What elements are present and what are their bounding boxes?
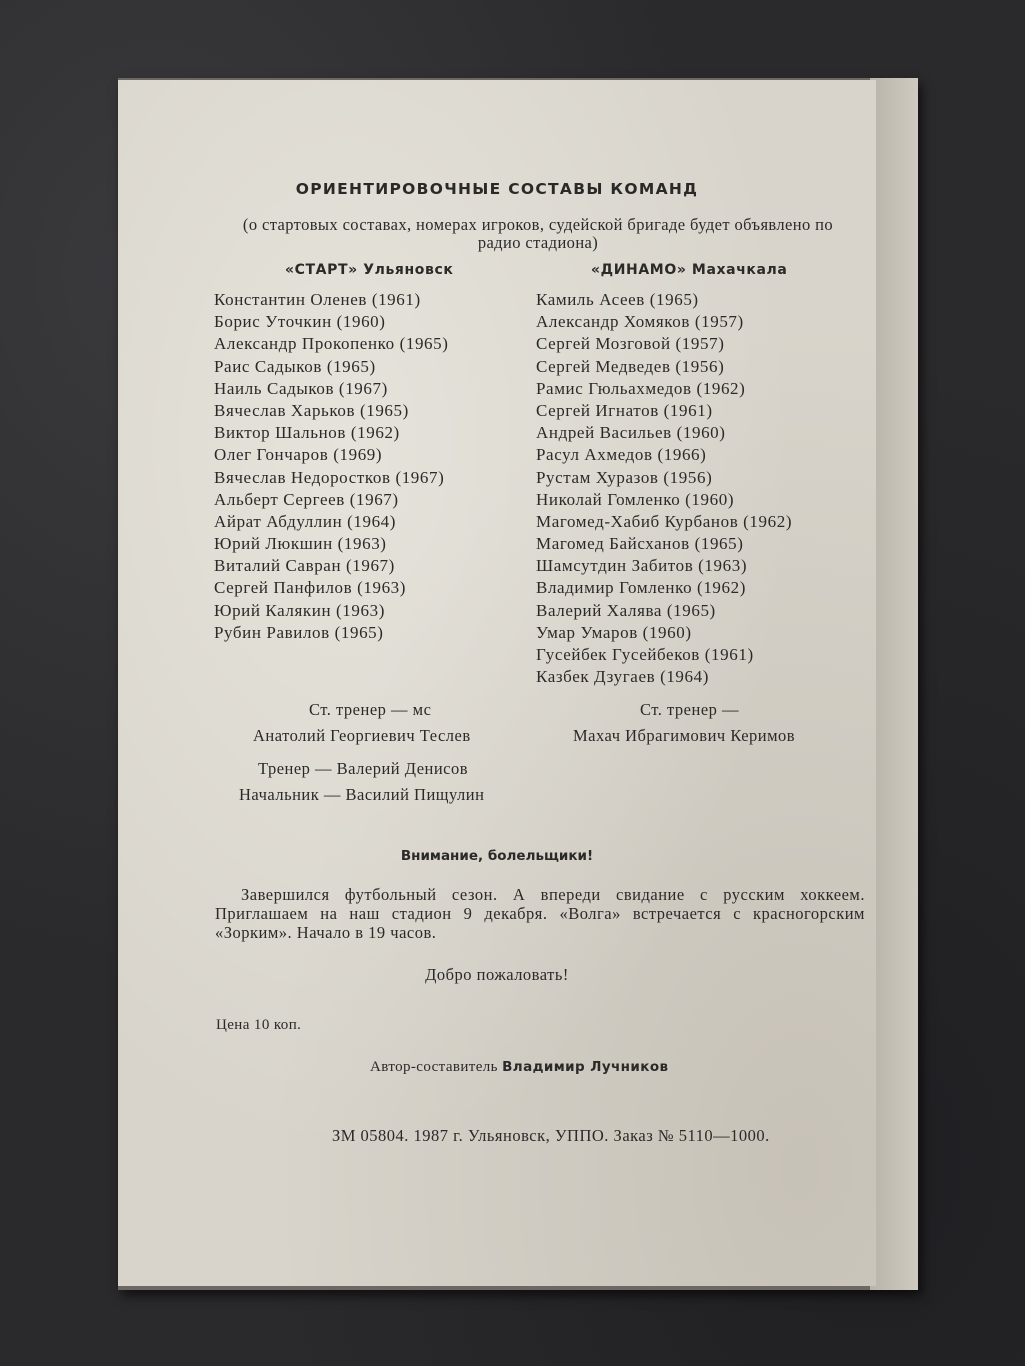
- player-item: Шамсутдин Забитов (1963): [536, 556, 748, 576]
- player-item: Борис Уточкин (1960): [214, 312, 386, 332]
- player-item: Вячеслав Недоростков (1967): [214, 467, 445, 487]
- player-item: Магомед Байсханов (1965): [536, 534, 744, 554]
- author-label: Автор-составитель: [370, 1059, 498, 1075]
- player-item: Юрий Калякин (1963): [214, 600, 385, 620]
- player-item: Олег Гончаров (1969): [214, 445, 383, 465]
- player-item: Юрий Люкшин (1963): [214, 534, 387, 554]
- player-item: Умар Умаров (1960): [536, 622, 692, 642]
- page-title: ОРИЕНТИРОВОЧНЫЕ СОСТАВЫ КОМАНД: [295, 180, 699, 198]
- author-name: Владимир Лучников: [502, 1059, 669, 1075]
- left-head-coach-label: Ст. тренер — мс: [309, 700, 432, 719]
- player-item: Николай Гомленко (1960): [536, 489, 735, 509]
- player-item: Валерий Халява (1965): [536, 600, 716, 620]
- player-item: Андрей Васильев (1960): [536, 423, 726, 443]
- left-coach: Тренер — Валерий Денисов: [258, 759, 469, 778]
- player-item: Виталий Савран (1967): [214, 556, 395, 576]
- player-item: Рустам Хуразов (1956): [536, 467, 713, 487]
- player-item: Гусейбек Гусейбеков (1961): [536, 645, 754, 664]
- left-head-coach-name: Анатолий Георгиевич Теслев: [253, 726, 471, 745]
- player-item: Айрат Абдуллин (1964): [214, 511, 397, 531]
- team-right-name: «ДИНАМО» Махачкала: [591, 262, 788, 278]
- player-item: Владимир Гомленко (1962): [536, 578, 746, 598]
- notice-title: Внимание, болельщики!: [400, 848, 594, 864]
- player-item: Виктор Шальнов (1962): [214, 423, 400, 443]
- page-subtitle: (о стартовых составах, номерах игроков, судейской бригаде будет объявлено по радио стадиона): [242, 215, 834, 252]
- player-item: Сергей Медведев (1956): [536, 356, 725, 376]
- player-item: Рубин Равилов (1965): [214, 622, 384, 642]
- player-item: Расул Ахмедов (1966): [536, 445, 707, 465]
- player-item: Сергей Мозговой (1957): [536, 334, 725, 354]
- left-chief: Начальник — Василий Пищулин: [239, 785, 485, 804]
- player-item: Константин Оленев (1961): [214, 290, 421, 309]
- player-item: Раис Садыков (1965): [214, 356, 376, 376]
- player-item: Александр Хомяков (1957): [536, 312, 744, 332]
- player-item: Магомед-Хабиб Курбанов (1962): [536, 511, 793, 531]
- right-head-coach-label: Ст. тренер —: [640, 700, 740, 719]
- right-head-coach-name: Махач Ибрагимович Керимов: [573, 726, 796, 745]
- imprint-line: ЗМ 05804. 1987 г. Ульяновск, УППО. Заказ № 5110—1000.: [332, 1126, 770, 1145]
- player-item: Сергей Игнатов (1961): [536, 400, 713, 420]
- player-item: Казбек Дзугаев (1964): [536, 667, 709, 687]
- notice-text: Завершился футбольный сезон. А впереди свидание с русским хоккеем. Приглашаем на наш стадион 9 декабря. «Волга» встречается с красногорским «Зорким». Начало в 19 часов.: [215, 885, 865, 942]
- price-label: Цена 10 коп.: [216, 1017, 302, 1033]
- author-line: [370, 1059, 668, 1076]
- team-left-name: «СТАРТ» Ульяновск: [285, 262, 454, 278]
- team-right-roster: [536, 290, 792, 689]
- player-item: Александр Прокопенко (1965): [214, 334, 449, 354]
- player-item: Рамис Гюльахмедов (1962): [536, 378, 746, 398]
- program-sheet: [118, 80, 876, 1286]
- welcome-text: Добро пожаловать!: [425, 965, 569, 984]
- player-item: Вячеслав Харьков (1965): [214, 400, 409, 420]
- player-item: Наиль Садыков (1967): [214, 378, 388, 398]
- player-item: Альберт Сергеев (1967): [214, 489, 399, 509]
- player-item: Сергей Панфилов (1963): [214, 578, 407, 598]
- backing-board: [870, 78, 918, 1290]
- team-left-roster: [214, 290, 449, 645]
- player-item: Камиль Асеев (1965): [536, 290, 699, 309]
